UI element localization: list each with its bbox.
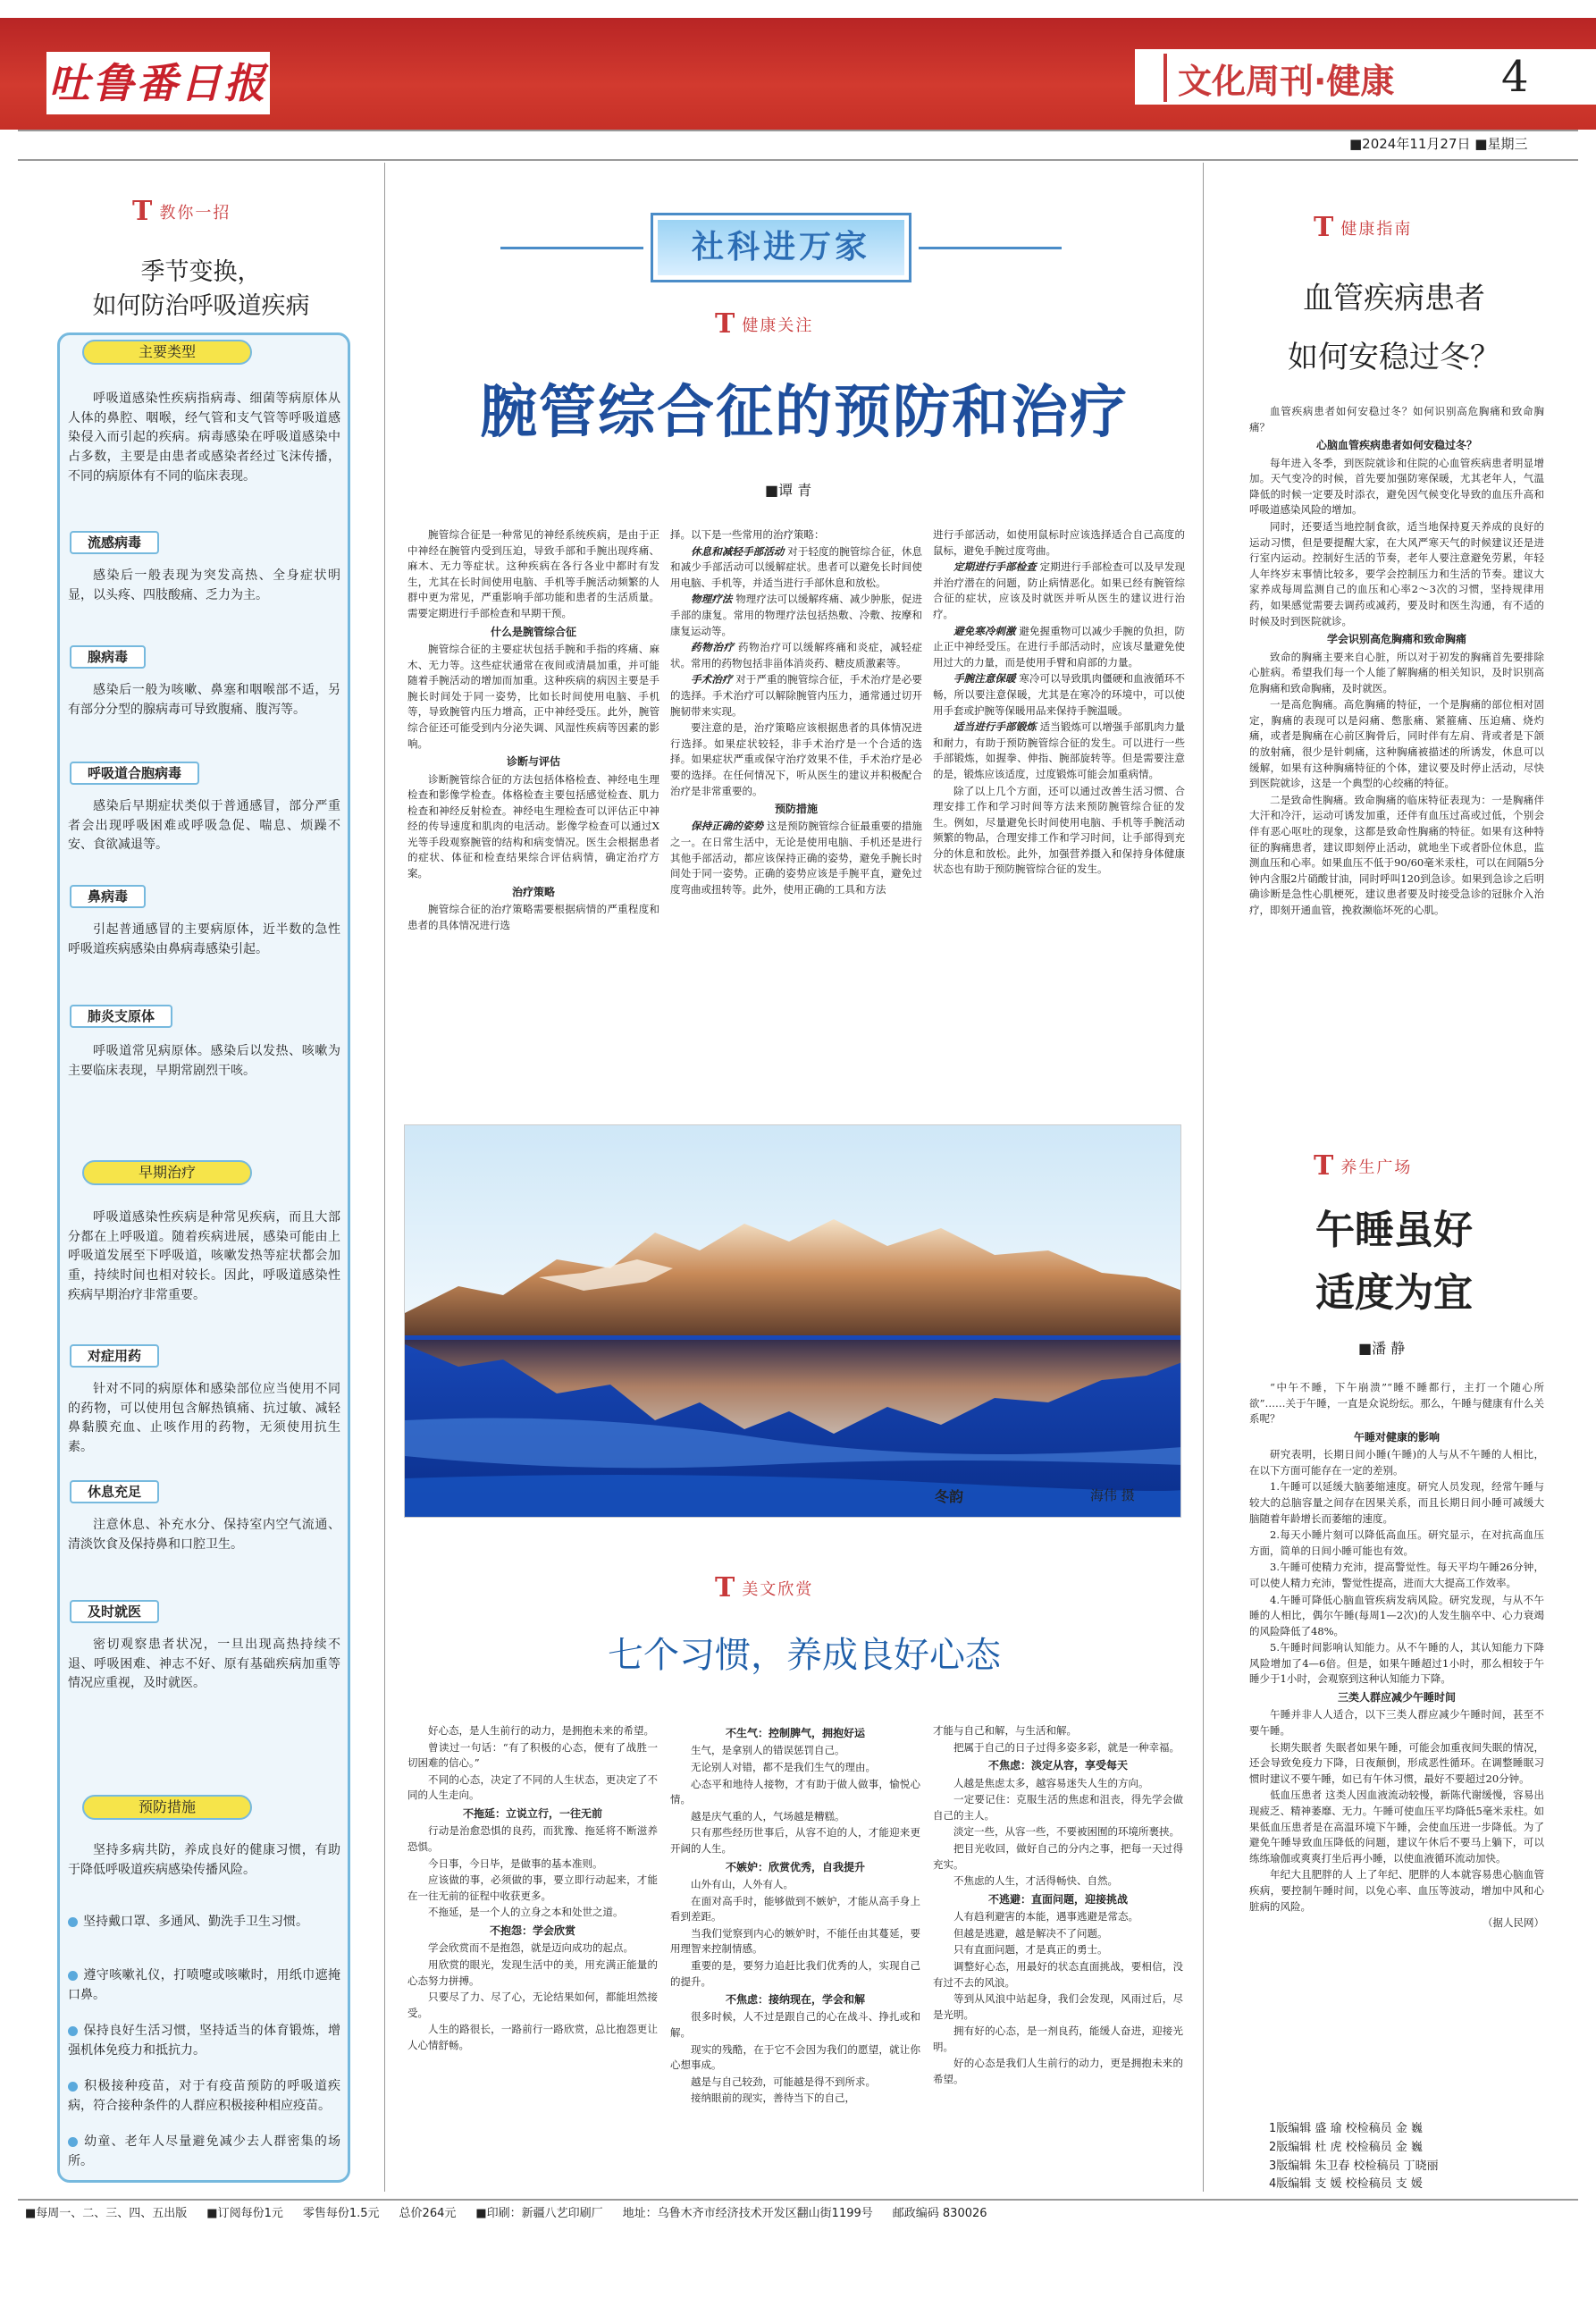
label-wellness: T 养生广场 <box>1314 1150 1413 1182</box>
editor-line-2: 2版编辑 杜 虎 校检稿员 金 巍 <box>1269 2140 1423 2154</box>
mycoplasma-text: 呼吸道常见病原体。感染后以发热、咳嗽为主要临床表现，早期常剧烈干咳。 <box>68 1044 340 1078</box>
footer-total: 总价264元 <box>399 2207 457 2220</box>
article-col-3: 进行手部活动，如使用鼠标时应该选择适合自己高度的鼠标，避免手腕过度弯曲。 定期进行手部检查 定期进行手部检查可以及早发现并治疗潜在的问题，防止病情恶化。如果已经有腕管综合征的症状，应该及时就医并听从医生的建议进行治疗。 避免寒冷刺激 避免握重物可以减少手腕的负担，防止正中神经受压。在进行手部活动时，应该尽量避免使用过大的力量，而是使用手臂和肩部的力量。 手腕注意保暖 寒冷可以导致肌肉僵硬和血液循环不畅，所以要注意保暖，尤其是在寒冷的环境中，可以使用手套或护腕等保暖用品来保持手腕温暖。 适当进行手部锻炼 适当锻炼可以增强手部肌肉力量和耐力，有助于预防腕管综合征的发生。可以进行一些手部锻炼，如握拳、伸指、腕部旋转等。但是需要注意的是，锻炼应该适度，过度锻炼可能会加重病情。 除了以上几个方面，还可以通过改善生活习惯、合理安排工作和学习时间等方法来预防腕管综合征的发生。例如，尽量避免长时间使用电脑、手机等手腕活动频繁的物品，合理安排工作和学习时间，让手部得到充分的休息和放松。此外，加强营养摄入和保持身体健康状态也有助于预防腕管综合征的发生。 <box>933 528 1185 876</box>
label-health-guide-text: 健康指南 <box>1340 220 1413 239</box>
photo-credit: 海伟 摄 <box>1090 1487 1135 1503</box>
winter-photo <box>404 1124 1181 1518</box>
label-teach: T 教你一招 <box>132 196 231 227</box>
label-essay-text: 美文欣赏 <box>742 1580 814 1599</box>
left-divider <box>384 163 385 2192</box>
essay-col-1: 好心态，是人生前行的动力，是拥抱未来的希望。 曾读过一句话：“有了积极的心态，便有了战胜一切困难的信心。” 不同的心态，决定了不同的人生状态，更决定了不同的人生走向。 不拖延：立说立行，一往无前 行动是治愈恐惧的良药，而犹豫、拖延将不断滋养恐惧。 今日事，今日毕，是做事的基本准则。 应该做的事，必须做的事，要立即行动起来，才能在一往无前的征程中收获更多。 不拖延，是一个人的立身之本和处世之道。 不抱怨：学会欣赏 学会欣赏而不是抱怨，就是迈向成功的起点。 用欣赏的眼光，发现生活中的美，用充满正能量的心态努力拼搏。 只要尽了力、尽了心，无论结果如何，都能坦然接受。 人生的路很长，一路前行一路欣赏，总比抱怨更让人心情舒畅。 <box>407 1724 658 2051</box>
tag-see-doctor: 及时就医 <box>70 1600 159 1623</box>
prevent-item-1: 坚持戴口罩、多通风、勤洗手卫生习惯。 <box>68 1913 340 1932</box>
essay-col-2: 不生气：控制脾气，拥抱好运 生气，是拿别人的错误惩罚自己。 无论别人对错，都不是我们生气的理由。 心态平和地待人接物，才有助于做人做事，愉悦心情。 越是庆气重的人，气场越是糟糕。 只有那些经历世事后，从容不迫的人，才能迎来更开阔的人生。 不嫉妒：欣赏优秀，自我提升 山外有山，人外有人。 在面对高手时，能够做到不嫉妒，才能从高手身上看到差距。 当我们觉察到内心的嫉妒时，不能任由其蔓延，要用理智来控制情感。 重要的是，要努力追赶比我们优秀的人，实现自己的提升。 不焦虑：接纳现在，学会和解 很多时候，人不过是跟自己的心在战斗、挣扎或和解。 现实的残酷，在于它不会因为我们的愿望，就让你心想事成。 越是与自己较劲，可能越是得不到所求。 接纳眼前的现实，善待当下的自己， <box>670 1727 920 2105</box>
rsv-text: 感染后早期症状类似于普通感冒，部分严重者会出现呼吸困难或呼吸急促、喘息、烦躁不安、食欲减退等。 <box>68 799 340 853</box>
adenovirus-text: 感染后一般为咳嗽、鼻塞和咽喉部不适，另有部分分型的腺病毒可导致腹痛、腹泻等。 <box>68 683 340 717</box>
footer-retail: 零售每份1.5元 <box>302 2207 380 2220</box>
nap-title-2: 适度为宜 <box>1315 1270 1473 1316</box>
footer <box>25 2201 1580 2227</box>
footer-schedule: ■每周一、二、三、四、五出版 <box>25 2207 188 2220</box>
banner-line-left <box>500 247 643 249</box>
types-intro: 呼吸道感染性疾病指病毒、细菌等病原体从人体的鼻腔、咽喉，经气管和支气管等呼吸道感染侵入而引起的疾病。病毒感染在呼吸道感染中占多数，主要是由患者或感染者经过飞沫传播，不同的病原体有不同的临床表现。 <box>68 391 340 484</box>
label-health-guide: T 健康指南 <box>1314 212 1413 243</box>
editor-line-1: 1版编辑 盛 瑜 校检稿员 金 巍 <box>1269 2122 1423 2135</box>
tag-adenovirus: 腺病毒 <box>70 645 146 669</box>
prevent-heading: 预防措施 <box>82 1795 252 1820</box>
treat-heading: 早期治疗 <box>82 1160 252 1185</box>
section-title <box>1163 54 1394 102</box>
footer-postcode: 邮政编码 830026 <box>892 2207 987 2220</box>
banner-line-right <box>919 247 1062 249</box>
article-author: ■谭 青 <box>765 482 812 499</box>
article-col-1: 腕管综合征是一种常见的神经系统疾病，是由于正中神经在腕管内受到压迫，导致手部和手腕出现疼痛、麻木、无力等症状。这种疾病在各行各业中都时有发生，尤其在长时间使用电脑、手机等手腕活动频繁的人群中更为常见，严重影响手部功能和患者的生活质量。需要定期进行手部检查和早期干预。 什么是腕管综合征 腕管综合征的主要症状包括手腕和手指的疼痛、麻木、无力等。这些症状通常在夜间或清晨加重，并可能随着手腕活动的增加而加重。这种疾病的病因主要是手腕长时间处于同一姿势，比如长时间使用电脑、手机等，导致腕管内压力增高，正中神经受压。此外，腕管综合征还可能受到内分泌失调、风湿性疾病等因素的影响。 诊断与评估 诊断腕管综合征的方法包括体格检查、神经电生理检查和影像学检查。体格检查主要包括感觉检查、肌力检查和神经反射检查。神经电生理检查可以评估正中神经的传导速度和肌肉的电活动。影像学检查可以通过X光等手段观察腕管的结构和病变情况。医生会根据患者的症状、体征和检查结果综合评估病情，确定治疗方案。 治疗策略 腕管综合征的治疗策略需要根据病情的严重程度和患者的具体情况进行选 <box>407 528 659 931</box>
prevent-item-5: 幼童、老年人尽量避免减少去人群密集的场所。 <box>68 2134 340 2168</box>
photo-caption: 冬韵 <box>935 1488 964 1505</box>
nap-title-1: 午睡虽好 <box>1315 1208 1473 1253</box>
prevent-intro: 坚持多病共防，养成良好的健康习惯，有助于降低呼吸道疾病感染传播风险。 <box>68 1843 340 1877</box>
tag-rhinovirus: 鼻病毒 <box>70 885 146 908</box>
label-health-focus-text: 健康关注 <box>742 316 814 335</box>
treat-intro: 呼吸道感染性疾病是种常见疾病，而且大部分都在上呼吸道。随着疾病进展，感染可能由上呼吸道发展至下呼吸道，咳嗽发热等症状都会加重，持续时间也相对较长。因此，呼吸道感染性疾病早期治疗非常重要。 <box>68 1210 340 1302</box>
types-heading: 主要类型 <box>82 340 252 365</box>
right-divider <box>1203 163 1204 2192</box>
symptomatic-text: 针对不同的病原体和感染部位应当使用不同的药物，可以使用包含解热镇痛、抗过敏、减轻鼻黏膜充血、止咳作用的药物，无须使用抗生素。 <box>68 1382 340 1455</box>
newspaper-logo: 吐鲁番日报 <box>46 52 270 114</box>
article-title: 腕管综合征的预防和治疗 <box>480 379 1129 446</box>
page-number: 4 <box>1501 52 1529 102</box>
rhinovirus-text: 引起普通感冒的主要病原体，近半数的急性呼吸道疾病感染由鼻病毒感染引起。 <box>68 922 340 956</box>
nap-author: ■潘 静 <box>1358 1340 1406 1357</box>
nap-article: “中午不睡，下午崩溃”“睡不睡都行，主打一个随心所欲”……关于午睡，一直是众说纷纭。那么，午睡与健康有什么关系呢？ 午睡对健康的影响 研究表明，长期日间小睡(午睡)的人与从不午睡的人相比，在以下方面可能存在一定的差别。 1.午睡可以延缓大脑萎缩速度。研究人员发现，经常午睡与较大的总脑容量之间存在因果关系，而且长期日间小睡可减缓大脑随着年龄增长而萎缩的速度。 2.每天小睡片刻可以降低高血压。研究显示，在对抗高血压方面，简单的日间小睡可能也有效。 3.午睡可使精力充沛，提高警觉性。每天平均午睡26分钟，可以使人精力充沛，警觉性提高，进而大大提高工作效率。 4.午睡可降低心脑血管疾病发病风险。研究发现，与从不午睡的人相比，偶尔午睡(每周1—2次)的人发生脑卒中、心力衰竭的风险降低了48%。 5.午睡时间影响认知能力。从不午睡的人，其认知能力下降风险增加了4—6倍。但是，如果午睡超过1小时，那么相较于午睡少于1小时，会观察到这种认知能力下降。 三类人群应减少午睡时间 午睡并非人人适合，以下三类人群应减少午睡时间，甚至不要午睡。 长期失眠者 失眠者如果午睡，可能会加重夜间失眠的情况，还会导致免疫力下降，日夜颠倒，形成恶性循环。在调整睡眠习惯时建议不要午睡，如已有午休习惯，最好不要超过20分钟。 低血压患者 这类人因血液流动较慢，新陈代谢缓慢，容易出现疲乏、精神萎靡、无力。午睡可使血压平均降低5毫米汞柱。如果低血压患者是在高温环境下午睡，会使血压进一步降低。为了避免午睡导致血压降低的问题，建议午休后不要马上躺下，可以练练瑜伽或爽爽打坐后再小睡，以使血液循环流动加快。 年纪大且肥胖的人 上了年纪、肥胖的人本就容易患心脑血管疾病，要控制午睡时间，以免心率、血压等波动，增加中风和心脏病的风险。 （据人民网） <box>1249 1381 1544 1930</box>
footer-subscription: ■订阅每份1元 <box>206 2207 283 2220</box>
influenza-text: 感染后一般表现为突发高热、全身症状明显，以头疼、四肢酸痛、乏力为主。 <box>68 568 340 602</box>
editor-line-3: 3版编辑 朱卫春 校检稿员 丁晓丽 <box>1269 2159 1439 2173</box>
label-teach-text: 教你一招 <box>159 204 231 223</box>
tag-mycoplasma: 肺炎支原体 <box>70 1005 172 1028</box>
mountain-lake-image <box>405 1125 1181 1518</box>
essay-title: 七个习惯，养成良好心态 <box>608 1635 1001 1676</box>
right-title-2: 如何安稳过冬？ <box>1288 340 1500 375</box>
top-rule <box>18 159 1578 161</box>
winter-article: 血管疾病患者如何安稳过冬？如何识别高危胸痛和致命胸痛？ 心脑血管疾病患者如何安稳过冬？ 每年进入冬季，到医院就诊和住院的心血管疾病患者明显增加。天气变冷的时候，首先要加强防寒保暖，尤其老年人，气温降低的时候一定要及时添衣，避免因气候变化导致的血压升高和呼吸道感染风险的增加。 同时，还要适当地控制食欲，适当地保持夏天养成的良好的运动习惯，但是要提醒大家，在大风严寒天气的时候建议还是进行室内运动。控制好生活的节奏，老年人要注意避免劳累，年轻人年终岁末事情比较多，要学会控制压力和生活的节奏。建议大家养成每周监测自己的血压和心率2～3次的习惯，坚持规律用药，如果感觉需要去调药或减药，要及时和医生沟通，有不适的时候及时到医院就诊。 学会识别高危胸痛和致命胸痛 致命的胸痛主要来自心脏，所以对于初发的胸痛首先要排除心脏病。希望我们每一个人能了解胸痛的相关知识，及时识别高危胸痛和致命胸痛，及时就医。 一是高危胸痛。高危胸痛的特征，一个是胸痛的部位相对固定，胸痛的表现可以是闷痛、憋胀痛、紧箍痛、压迫痛、烧灼痛，或者是胸痛在心前区胸骨后，同时伴有左肩、背或者是下颌的放射痛，很少是针刺痛，这种胸痛被描述的所诱发，休息可以缓解，如果有这种胸痛特征的个体，建议要及时停止活动，尽快到医院就诊，这是一个典型的心绞痛的特征。 二是致命性胸痛。致命胸痛的临床特征表现为：一是胸痛伴大汗和冷汗，运动可诱发加重，还伴有血压过高或过低，个别会伴有恶心呕吐的现象，这都是致命性胸痛的特征。如果有这种特征的胸痛患者，建议即刻停止活动，就地坐下或者卧位休息，监测血压和心率。如果血压不低于90/60毫米汞柱，可以在间隔5分钟内含服2片硝酸甘油，同时呼叫120到急诊。如果到急诊之后明确诊断是急性心肌梗死，建议患者要及时接受急诊的冠脉介入治疗，即刻开通血管，挽救濒临坏死的心肌。 <box>1249 405 1544 916</box>
see-doctor-text: 密切观察患者状况，一旦出现高热持续不退、呼吸困难、神志不好、原有基础疾病加重等情况应重视，及时就医。 <box>68 1637 340 1691</box>
label-health-focus: T 健康关注 <box>715 308 814 340</box>
editor-credits <box>1269 2120 1555 2194</box>
article-col-2: 择。以下是一些常用的治疗策略： 休息和减轻手部活动 对于轻度的腕管综合征，休息和减少手部活动可以缓解症状。患者可以避免长时间使用电脑、手机等，并适当进行手部休息和放松。 物理疗法 物理疗法可以缓解疼痛、减少肿胀，促进手部的康复。常用的物理疗法包括热敷、冷敷、按摩和康复运动等。 药物治疗 药物治疗可以缓解疼痛和炎症，减轻症状。常用的药物包括非甾体消炎药、糖皮质激素等。 手术治疗 对于严重的腕管综合征，手术治疗是必要的选择。手术治疗可以解除腕管内压力，通常通过切开腕韧带来实现。 要注意的是，治疗策略应该根据患者的具体情况进行选择。如果症状较轻，非手术治疗是一个合适的选择。如果症状严重或保守治疗效果不佳，手术治疗是必要的选择。在任何情况下，听从医生的建议并积极配合治疗是非常重要的。 预防措施 保持正确的姿势 这是预防腕管综合征最重要的措施之一。在日常生活中，无论是使用电脑、手机还是进行其他手部活动，都应该保持正确的姿势，避免手腕长时间处于同一姿势。正确的姿势应该是手腕平直，避免过度弯曲或扭转等。此外，使用正确的工具和方法 <box>670 528 922 896</box>
label-essay: T 美文欣赏 <box>715 1572 814 1604</box>
footer-printer: ■印刷：新疆八艺印刷厂 <box>475 2207 603 2220</box>
essay-col-3: 才能与自己和解，与生活和解。 把属于自己的日子过得多姿多彩，就是一种幸福。 不焦虑：淡定从容，享受每天 人越是焦虑太多，越容易迷失人生的方向。 一定要记住：克服生活的焦虑和沮丧，得先学会做自己的主人。 淡定一些，从容一些，不要被困囿的环境所裹挟。 把目光收回，做好自己的分内之事，把每一天过得充实。 不焦虑的人生，才活得畅快、自然。 不逃避：直面问题，迎接挑战 人有趋利避害的本能，遇事逃避是常态。 但越是逃避，越是解决不了问题。 只有直面问题，才是真正的勇士。 调整好心态，用最好的状态直面挑战，要相信，没有过不去的风浪。 等到从风浪中站起身，我们会发现，风雨过后，尽是光明。 拥有好的心态，是一剂良药，能缓人奋进，迎接光明。 好的心态是我们人生前行的动力，更是拥抱未来的希望。 <box>933 1724 1183 2086</box>
header-rule <box>18 130 1578 131</box>
left-title-2: 如何防治呼吸道疾病 <box>92 292 310 320</box>
rest-text: 注意休息、补充水分、保持室内空气流通、清淡饮食及保持鼻和口腔卫生。 <box>68 1518 340 1552</box>
section-name: 文化周刊·健康 <box>1178 61 1395 101</box>
tag-symptomatic: 对症用药 <box>70 1344 159 1368</box>
label-wellness-text: 养生广场 <box>1340 1158 1413 1177</box>
right-title-1: 血管疾病患者 <box>1303 281 1485 316</box>
editor-line-4: 4版编辑 支 媛 校检稿员 支 媛 <box>1269 2177 1423 2192</box>
prevent-item-2: 遵守咳嗽礼仪，打喷嚏或咳嗽时，用纸巾遮掩口鼻。 <box>68 1968 340 2002</box>
footer-address: 地址：乌鲁木齐市经济技术开发区翻山街1199号 <box>622 2207 873 2220</box>
prevent-item-3: 保持良好生活习惯，坚持适当的体育锻炼，增强机体免疫力和抵抗力。 <box>68 2024 340 2058</box>
left-title-1: 季节变换， <box>140 258 262 286</box>
tag-rsv: 呼吸道合胞病毒 <box>70 762 199 785</box>
tag-rest: 休息充足 <box>70 1480 159 1503</box>
issue-date: ■2024年11月27日 ■星期三 <box>1349 136 1528 152</box>
tag-influenza: 流感病毒 <box>70 531 159 554</box>
banner-title: 社科进万家 <box>658 220 904 275</box>
prevent-item-4: 积极接种疫苗，对于有疫苗预防的呼吸道疾病，符合接种条件的人群应积极接种相应疫苗。 <box>68 2079 340 2113</box>
